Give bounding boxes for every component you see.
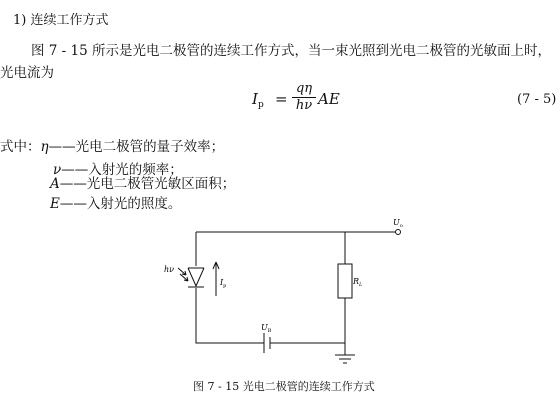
definition-area: A——光电二极管光敏区面积； [50,176,236,192]
light-arrow-2-icon [180,274,188,281]
definition-nu: ν——入射光的频率； [53,162,183,178]
ground-icon [335,355,355,363]
equation-number: (7 - 5) [517,92,557,107]
definition-intro: 式中： [0,139,41,155]
section-heading: 1) 连续工作方式 [13,13,109,28]
light-arrow-1-icon [178,268,186,275]
figure-caption: 图 7 - 15 光电二极管的连续工作方式 [193,380,375,393]
definition-illuminance: E——入射光的照度。 [50,196,182,212]
output-terminal [396,230,401,235]
definition-eta: 式中：η——光电二极管的量子效率； [0,139,225,155]
formula-equals: = [275,90,288,108]
left-wire-lower [196,288,256,343]
current-label: $I_p$ [220,278,227,289]
formula-lhs: $I_p$ [252,90,264,110]
formula-denominator: hν [295,98,313,113]
paragraph-line-1: 图 7 - 15 所示是光电二极管的连续工作方式，当一束光照到光电二极管的光敏面上时， [31,43,551,59]
source-label: $U_B$ [261,323,272,334]
current-arrow-icon [213,262,219,296]
photodiode-icon [188,268,204,287]
resistor-label: $R_L$ [353,277,363,288]
output-label: $U_o$ [393,218,403,229]
resistor-icon [338,264,352,298]
formula-rest: AE [318,90,340,108]
paragraph-line-2: 光电流为 [0,65,54,81]
battery-icon [256,333,345,353]
light-label: hν [164,265,175,274]
formula-numerator: qη [295,81,313,96]
